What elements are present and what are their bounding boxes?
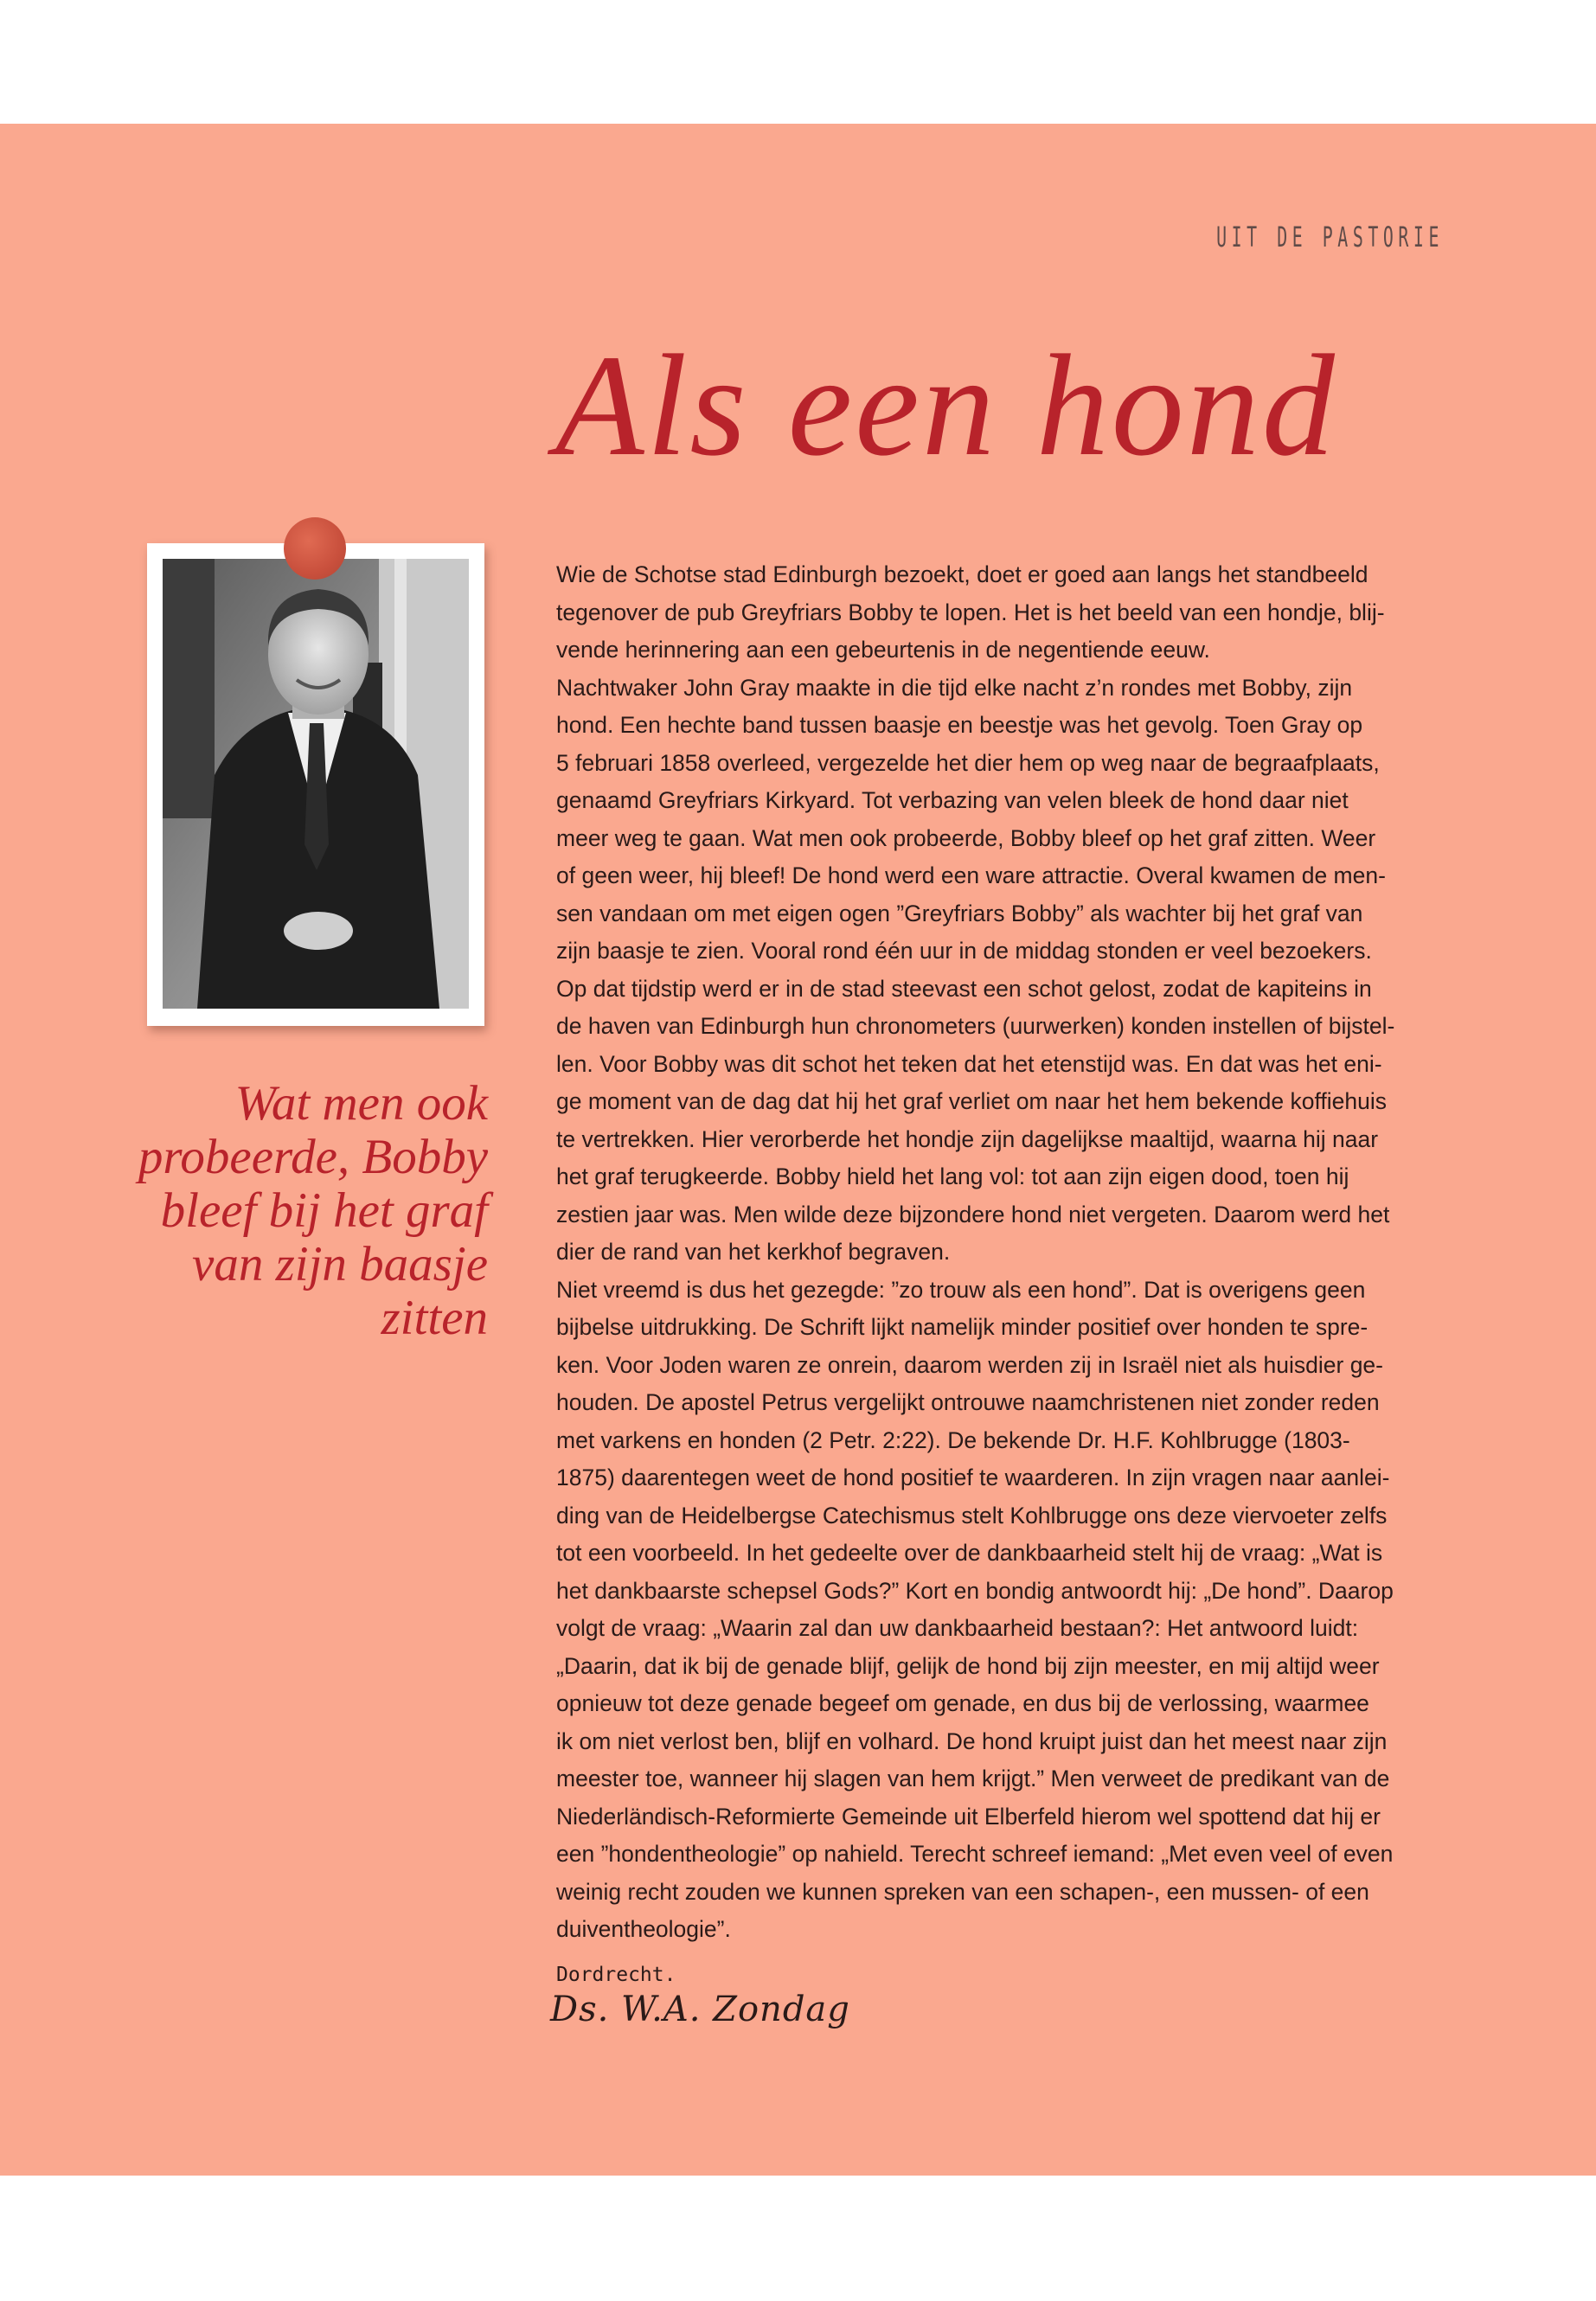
body-line: Nachtwaker John Gray maakte in die tijd elke nacht z’n rondes met Bobby, zijn — [556, 674, 1353, 701]
author-signature: Ds. W.A. Zondag — [550, 1990, 850, 2029]
article-title: Als een hond — [555, 325, 1337, 486]
body-line: 1875) daarentegen weet de hond positief te waarderen. In zijn vragen naar aanlei- — [556, 1465, 1390, 1490]
body-line: ken. Voor Joden waren ze onrein, daarom werden zij in Israël niet als huisdier ge- — [556, 1351, 1383, 1378]
body-line: 5 februari 1858 overleed, vergezelde het dier hem op weg naar de begraafplaats, — [556, 749, 1380, 776]
body-line: zestien jaar was. Men wilde deze bijzondere hond niet vergeten. Daarom werd het — [556, 1201, 1390, 1227]
pull-quote-line: zitten — [381, 1291, 488, 1345]
body-line: het dankbaarste schepsel Gods?” Kort en bondig antwoordt hij: „De hond”. Daarop — [556, 1577, 1394, 1604]
pull-quote-line: probeerde, Bobby — [138, 1130, 488, 1184]
body-line: duiventheologie”. — [556, 1916, 731, 1942]
sign-place: Dordrecht. — [556, 1964, 676, 1986]
body-line: sen vandaan om met eigen ogen ”Greyfriars Bobby” als wachter bij het graf van — [556, 900, 1363, 926]
pull-quote — [130, 1077, 488, 1345]
body-line: te vertrekken. Hier verorberde het hondje zijn dagelijkse maaltijd, waarna hij naar — [556, 1125, 1379, 1152]
body-line: opnieuw tot deze genade begeef om genade, en dus bij de verlossing, waarmee — [556, 1690, 1369, 1716]
section-label: UIT DE PASTORIE — [1216, 221, 1444, 253]
body-line: Niet vreemd is dus het gezegde: ”zo trouw als een hond”. Dat is overigens geen — [556, 1276, 1366, 1303]
article-body — [556, 556, 1439, 1949]
body-line: dier de rand van het kerkhof begraven. — [556, 1239, 951, 1265]
body-line: weinig recht zouden we kunnen spreken van een schapen-, een mussen- of een — [556, 1878, 1369, 1905]
body-line: tot een voorbeeld. In het gedeelte over de dankbaarheid stelt hij de vraag: „Wat is — [556, 1540, 1383, 1566]
body-line: vende herinnering aan een gebeurtenis in de negentiende eeuw. — [556, 637, 1210, 663]
author-photo — [163, 559, 469, 1009]
body-line: len. Voor Bobby was dit schot het teken dat het etenstijd was. En dat was het eni- — [556, 1050, 1382, 1077]
body-line: meester toe, wanneer hij slagen van hem krijgt.” Men verweet de predikant van de — [556, 1766, 1390, 1791]
pull-quote-line: bleef bij het graf — [160, 1183, 488, 1238]
pin-icon — [284, 517, 346, 580]
body-line: ge moment van de dag dat hij het graf verliet om naar het hem bekende koffiehuis — [556, 1088, 1387, 1114]
body-line: genaamd Greyfriars Kirkyard. Tot verbazing van velen bleek de hond daar niet — [556, 787, 1349, 813]
body-line: Niederländisch-Reformierte Gemeinde uit Elberfeld hierom wel spottend dat hij er — [556, 1803, 1381, 1830]
pull-quote-line: Wat men ook — [234, 1076, 488, 1131]
body-line: „Daarin, dat ik bij de genade blijf, gelijk de hond bij zijn meester, en mij altijd weer — [556, 1652, 1380, 1679]
body-line: ding van de Heidelbergse Catechismus stelt Kohlbrugge ons deze viervoeter zelfs — [556, 1502, 1388, 1529]
body-line: volgt de vraag: „Waarin zal dan uw dankbaarheid bestaan?: Het antwoord luidt: — [556, 1615, 1359, 1641]
pull-quote-line: van zijn baasje — [192, 1237, 488, 1292]
body-line: het graf terugkeerde. Bobby hield het lang vol: tot aan zijn eigen dood, toen hij — [556, 1163, 1349, 1189]
body-line: ik om niet verlost ben, blijf en volhard. De hond kruipt juist dan het meest naar zijn — [556, 1727, 1388, 1754]
body-line: Op dat tijdstip werd er in de stad steevast een schot gelost, zodat de kapiteins in — [556, 975, 1372, 1002]
body-line: tegenover de pub Greyfriars Bobby te lopen. Het is het beeld van een hondje, blij- — [556, 599, 1385, 625]
body-line: een ”hondentheologie” op nahield. Terecht schreef iemand: „Met even veel of even — [556, 1841, 1394, 1867]
body-line: de haven van Edinburgh hun chronometers (uurwerken) konden instellen of bijstel- — [556, 1013, 1395, 1039]
author-photo-frame — [147, 543, 484, 1026]
body-line: of geen weer, hij bleef! De hond werd een ware attractie. Overal kwamen de men- — [556, 862, 1386, 888]
body-line: zijn baasje te zien. Vooral rond één uur in de middag stonden er veel bezoekers. — [556, 938, 1372, 964]
body-line: met varkens en honden (2 Petr. 2:22). De bekende Dr. H.F. Kohlbrugge (1803- — [556, 1426, 1350, 1453]
body-line: bijbelse uitdrukking. De Schrift lijkt namelijk minder positief over honden te spre- — [556, 1314, 1368, 1340]
body-line: houden. De apostel Petrus vergelijkt ontrouwe naamchristenen niet zonder reden — [556, 1389, 1380, 1415]
body-line: hond. Een hechte band tussen baasje en beestje was het gevolg. Toen Gray op — [556, 712, 1363, 738]
body-line: Wie de Schotse stad Edinburgh bezoekt, doet er goed aan langs het standbeeld — [556, 561, 1368, 587]
body-line: meer weg te gaan. Wat men ook probeerde, Bobby bleef op het graf zitten. Weer — [556, 824, 1376, 851]
